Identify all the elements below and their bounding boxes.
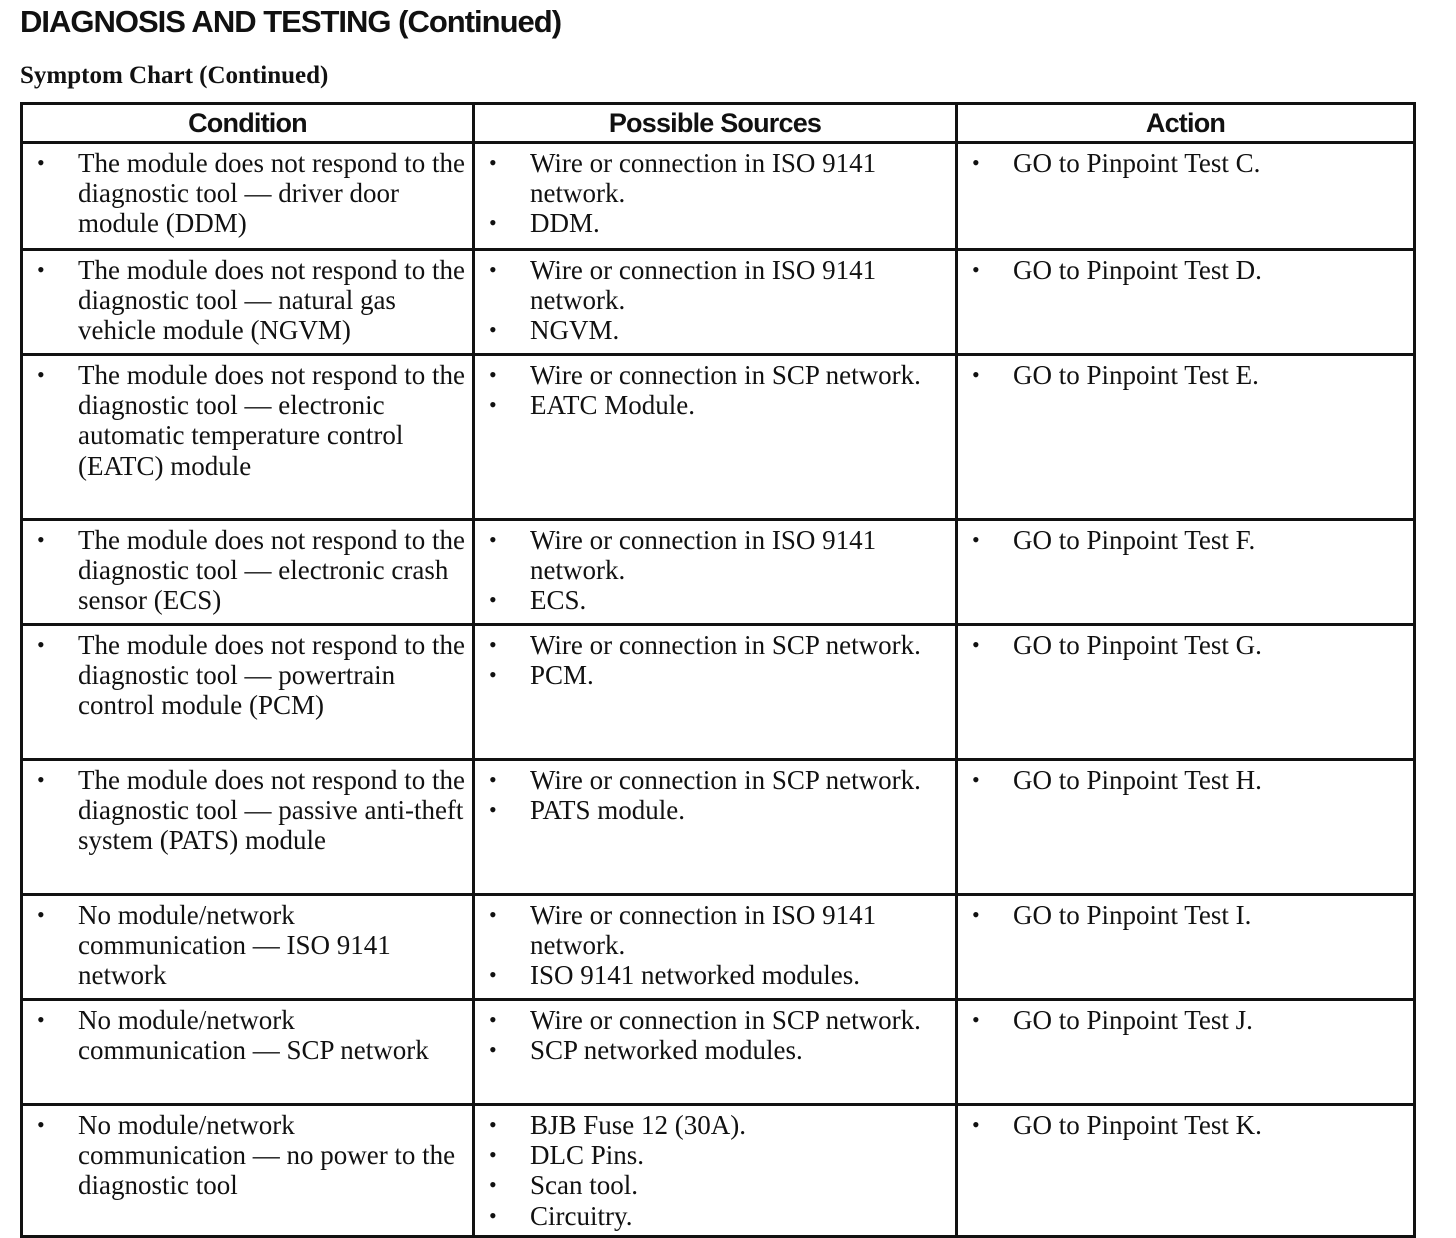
action-cell [957, 143, 1415, 250]
source-text: Circuitry. [530, 1200, 633, 1231]
condition-cell [22, 143, 474, 250]
source-text: Scan tool. [530, 1170, 638, 1201]
action-cell [957, 625, 1415, 760]
source-item [483, 390, 949, 420]
source-text: Wire or connection in ISO 9141 network. [530, 255, 877, 316]
bullet-icon: • [972, 632, 980, 657]
condition-cell [22, 355, 474, 520]
source-text: BJB Fuse 12 (30A). [530, 1110, 747, 1140]
source-item [483, 900, 949, 960]
action-cell [957, 1105, 1415, 1237]
action-item [966, 900, 1407, 930]
bullet-icon: • [972, 527, 980, 552]
action-text: GO to Pinpoint Test H. [1013, 765, 1262, 795]
bullet-icon: • [489, 527, 497, 552]
bullet-icon: • [489, 632, 497, 657]
sources-cell [474, 895, 957, 1000]
table-row [22, 1000, 1415, 1105]
source-item [483, 1140, 949, 1170]
source-item [483, 585, 949, 615]
condition-item [31, 148, 466, 239]
source-text: Wire or connection in ISO 9141 network. [530, 148, 877, 209]
header-possible-sources: Possible Sources [474, 104, 957, 143]
bullet-icon: • [972, 902, 980, 927]
source-item [483, 360, 949, 390]
action-item [966, 630, 1407, 660]
action-item [966, 765, 1407, 795]
condition-cell [22, 1105, 474, 1237]
sources-cell [474, 250, 957, 355]
condition-item [31, 255, 466, 346]
source-item [483, 1110, 949, 1140]
condition-text: No module/network communication — ISO 9141 network [78, 900, 391, 991]
condition-text: The module does not respond to the diagnostic tool — powertrain control module (PCM) [78, 630, 465, 721]
bullet-icon: • [37, 527, 45, 552]
bullet-icon: • [37, 1007, 45, 1032]
source-item [483, 255, 949, 315]
source-item [483, 208, 949, 238]
source-text: ISO 9141 networked modules. [530, 960, 860, 991]
action-cell [957, 895, 1415, 1000]
action-item [966, 255, 1407, 285]
bullet-icon: • [489, 587, 497, 613]
source-item [483, 1005, 949, 1035]
source-text: PCM. [530, 660, 594, 691]
chart-subtitle: Symptom Chart (Continued) [20, 62, 329, 89]
symptom-chart-table [20, 102, 1416, 1238]
condition-item [31, 630, 466, 721]
condition-cell [22, 625, 474, 760]
sources-cell [474, 1000, 957, 1105]
bullet-icon: • [37, 767, 45, 792]
source-item [483, 1170, 949, 1200]
condition-cell [22, 1000, 474, 1105]
action-item [966, 360, 1407, 390]
action-cell [957, 1000, 1415, 1105]
table-row [22, 895, 1415, 1000]
condition-text: No module/network communication — SCP network [78, 1005, 429, 1066]
bullet-icon: • [489, 392, 497, 418]
bullet-icon: • [37, 1112, 45, 1137]
condition-item [31, 360, 466, 481]
sources-cell [474, 625, 957, 760]
bullet-icon: • [489, 662, 497, 688]
table-row [22, 1105, 1415, 1237]
condition-cell [22, 760, 474, 895]
sources-cell [474, 355, 957, 520]
bullet-icon: • [37, 632, 45, 657]
action-text: GO to Pinpoint Test C. [1013, 148, 1261, 178]
header-action: Action [957, 104, 1415, 143]
bullet-icon: • [489, 362, 497, 387]
condition-cell [22, 520, 474, 625]
condition-text: The module does not respond to the diagnostic tool — passive anti-theft system (PATS) module [78, 765, 465, 856]
source-text: Wire or connection in ISO 9141 network. [530, 525, 877, 586]
bullet-icon: • [489, 210, 497, 236]
source-item [483, 148, 949, 208]
bullet-icon: • [489, 1037, 497, 1063]
condition-text: The module does not respond to the diagnostic tool — electronic crash sensor (ECS) [78, 525, 465, 616]
bullet-icon: • [489, 902, 497, 927]
source-item [483, 1201, 949, 1231]
bullet-icon: • [489, 1172, 497, 1198]
source-text: Wire or connection in ISO 9141 network. [530, 900, 877, 961]
source-text: DDM. [530, 208, 600, 239]
bullet-icon: • [37, 362, 45, 387]
source-item [483, 960, 949, 990]
sources-cell [474, 760, 957, 895]
source-item [483, 630, 949, 660]
condition-text: No module/network communication — no power to the diagnostic tool [78, 1110, 456, 1201]
bullet-icon: • [489, 1142, 497, 1168]
action-text: GO to Pinpoint Test K. [1013, 1110, 1262, 1140]
source-item [483, 315, 949, 345]
bullet-icon: • [972, 362, 980, 387]
condition-item [31, 1110, 466, 1201]
source-text: Wire or connection in SCP network. [530, 360, 921, 390]
action-text: GO to Pinpoint Test J. [1013, 1005, 1253, 1035]
bullet-icon: • [972, 150, 980, 175]
action-text: GO to Pinpoint Test F. [1013, 525, 1256, 555]
bullet-icon: • [972, 767, 980, 792]
action-cell [957, 520, 1415, 625]
action-text: GO to Pinpoint Test D. [1013, 255, 1262, 285]
bullet-icon: • [37, 902, 45, 927]
condition-cell [22, 250, 474, 355]
action-text: GO to Pinpoint Test I. [1013, 900, 1252, 930]
action-cell [957, 250, 1415, 355]
action-item [966, 525, 1407, 555]
bullet-icon: • [37, 257, 45, 282]
source-item [483, 660, 949, 690]
source-text: DLC Pins. [530, 1140, 645, 1171]
bullet-icon: • [37, 150, 45, 175]
table-row [22, 520, 1415, 625]
bullet-icon: • [489, 767, 497, 792]
bullet-icon: • [972, 257, 980, 282]
condition-item [31, 900, 466, 991]
condition-text: The module does not respond to the diagnostic tool — natural gas vehicle module (NGVM) [78, 255, 465, 346]
bullet-icon: • [489, 797, 497, 823]
source-item [483, 525, 949, 585]
source-item [483, 1035, 949, 1065]
table-header-row [22, 104, 1415, 143]
source-text: PATS module. [530, 795, 686, 826]
bullet-icon: • [972, 1112, 980, 1137]
condition-item [31, 765, 466, 856]
table-row [22, 625, 1415, 760]
condition-item [31, 1005, 466, 1065]
source-text: Wire or connection in SCP network. [530, 765, 921, 795]
action-cell [957, 760, 1415, 895]
action-item [966, 148, 1407, 178]
source-text: EATC Module. [530, 390, 695, 421]
source-text: NGVM. [530, 315, 620, 346]
header-condition: Condition [22, 104, 474, 143]
action-cell [957, 355, 1415, 520]
action-item [966, 1005, 1407, 1035]
condition-item [31, 525, 466, 616]
bullet-icon: • [972, 1007, 980, 1032]
action-text: GO to Pinpoint Test G. [1013, 630, 1262, 660]
bullet-icon: • [489, 150, 497, 175]
source-item [483, 765, 949, 795]
bullet-icon: • [489, 1007, 497, 1032]
sources-cell [474, 143, 957, 250]
condition-text: The module does not respond to the diagnostic tool — driver door module (DDM) [78, 148, 465, 239]
sources-cell [474, 520, 957, 625]
source-text: SCP networked modules. [530, 1035, 803, 1066]
table-row [22, 250, 1415, 355]
source-text: Wire or connection in SCP network. [530, 1005, 921, 1035]
bullet-icon: • [489, 962, 497, 988]
source-item [483, 795, 949, 825]
bullet-icon: • [489, 1112, 497, 1137]
page-title: DIAGNOSIS AND TESTING (Continued) [20, 4, 562, 39]
condition-text: The module does not respond to the diagnostic tool — electronic automatic temperature control (EATC) module [78, 360, 465, 481]
table-row [22, 143, 1415, 250]
bullet-icon: • [489, 1202, 497, 1228]
source-text: Wire or connection in SCP network. [530, 630, 921, 660]
action-item [966, 1110, 1407, 1140]
bullet-icon: • [489, 317, 497, 343]
bullet-icon: • [489, 257, 497, 282]
condition-cell [22, 895, 474, 1000]
table-row [22, 355, 1415, 520]
action-text: GO to Pinpoint Test E. [1013, 360, 1259, 390]
table-row [22, 760, 1415, 895]
source-text: ECS. [530, 585, 587, 616]
sources-cell [474, 1105, 957, 1237]
